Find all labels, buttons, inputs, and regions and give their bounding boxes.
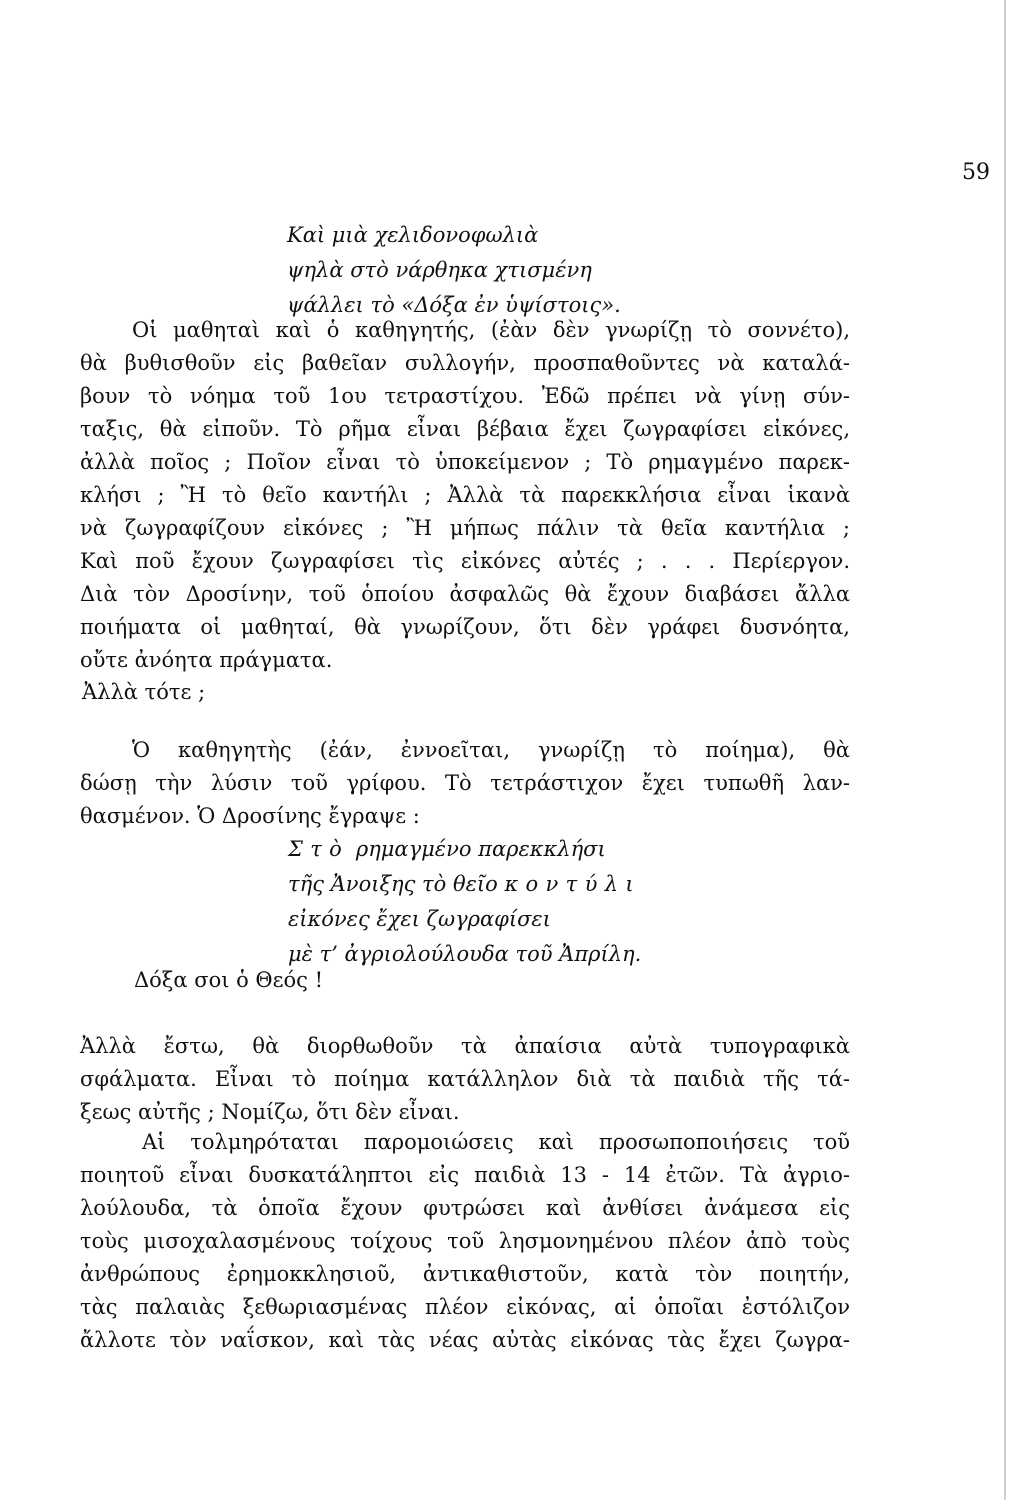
text-line: λούλουδα, τὰ ὁποῖα ἔχουν φυτρώσει καὶ ἀνθίσει ἀνάμεσα εἰς: [80, 1196, 850, 1220]
text-line: ξεως αὐτῆς ; Νομίζω, ὅτι δὲν εἶναι.: [80, 1100, 460, 1124]
verse-line: εἰκόνες ἔχει ζωγραφίσει: [288, 907, 551, 931]
opening-verse: [287, 218, 621, 323]
paragraph-4: [80, 1126, 850, 1357]
text-line: ἄλλοτε τὸν ναΐσκον, καὶ τὰς νέας αὐτὰς εἰκόνας τὰς ἔχει ζωγρα-: [80, 1328, 850, 1352]
verse-spaced-word: Στὸ: [288, 837, 350, 861]
text-line: Οἱ μαθηταὶ καὶ ὁ καθηγητής, (ἐὰν δὲν γνωρίζῃ τὸ σοννέτο),: [132, 318, 850, 342]
verse-line: [288, 832, 641, 867]
exclamation-line: Δόξα σοι ὁ Θεός !: [134, 968, 324, 992]
text-line: ἀνθρώπους ἐρημοκκλησιοῦ, ἀντικαθιστοῦν, κατὰ τὸν ποιητήν,: [80, 1262, 850, 1286]
text-line: βουν τὸ νόημα τοῦ 1ου τετραστίχου. Ἐδῶ πρέπει νὰ γίνῃ σύν-: [80, 384, 850, 408]
page-edge-divider: [1004, 0, 1006, 1500]
question-line: Ἀλλὰ τότε ;: [82, 680, 206, 704]
text-line: ταξις, θὰ εἰποῦν. Τὸ ρῆμα εἶναι βέβαια ἔχει ζωγραφίσει εἰκόνες,: [80, 417, 850, 441]
paragraph-1: [80, 314, 850, 677]
verse-text: ρημαγμένο παρεκκλήσι: [349, 837, 606, 861]
verse-spaced-word: κοντύλι: [504, 872, 641, 896]
text-line: Καὶ ποῦ ἔχουν ζωγραφίσει τὶς εἰκόνες αὐτές ; . . . Περίεργον.: [80, 549, 850, 573]
verse-line: [288, 867, 641, 902]
text-line: σφάλματα. Εἶναι τὸ ποίημα κατάλληλον διὰ τὰ παιδιὰ τῆς τά-: [80, 1067, 850, 1091]
text-line: τοὺς μισοχαλασμένους τοίχους τοῦ λησμονημένου πλέον ἀπὸ τοὺς: [80, 1229, 850, 1253]
paragraph-2: [80, 734, 850, 833]
text-line: νὰ ζωγραφίζουν εἰκόνες ; Ἢ μήπως πάλιν τὰ θεῖα καντήλια ;: [80, 516, 850, 540]
text-line: θασμένον. Ὁ Δροσίνης ἔγραψε :: [80, 804, 420, 828]
text-line: κλήσι ; Ἢ τὸ θεῖο καντήλι ; Ἀλλὰ τὰ παρεκκλήσια εἶναι ἱκανὰ: [80, 483, 850, 507]
text-line: Διὰ τὸν Δροσίνην, τοῦ ὁποίου ἀσφαλῶς θὰ ἔχουν διαβάσει ἄλλα: [80, 582, 850, 606]
verse-line: ψάλλει τὸ «Δόξα ἐν ὑψίστοις».: [287, 293, 621, 317]
page-number: 59: [962, 160, 990, 185]
text-line: ποιήματα οἱ μαθηταί, θὰ γνωρίζουν, ὅτι δὲν γράφει δυσνόητα,: [80, 615, 850, 639]
verse-line: ψηλὰ στὸ νάρθηκα χτισμένη: [287, 258, 592, 282]
text-line: τὰς παλαιὰς ξεθωριασμένας πλέον εἰκόνας, αἱ ὁποῖαι ἐστόλιζον: [80, 1295, 850, 1319]
verse-line: μὲ τ’ ἀγριολούλουδα τοῦ Ἀπρίλη.: [288, 942, 642, 966]
text-line: Ὁ καθηγητὴς (ἐάν, ἐννοεῖται, γνωρίζῃ τὸ ποίημα), θὰ: [132, 738, 850, 762]
text-line: δώσῃ τὴν λύσιν τοῦ γρίφου. Τὸ τετράστιχον ἔχει τυπωθῆ λαν-: [80, 771, 850, 795]
text-line: οὔτε ἀνόητα πράγματα.: [80, 648, 333, 672]
corrected-verse: [288, 832, 641, 972]
text-line: Αἱ τολμηρόταται παρομοιώσεις καὶ προσωποποιήσεις τοῦ: [142, 1130, 850, 1154]
verse-line: Καὶ μιὰ χελιδονοφωλιὰ: [287, 223, 539, 247]
text-line: ποιητοῦ εἶναι δυσκατάληπτοι εἰς παιδιὰ 13 - 14 ἐτῶν. Τὰ ἀγριο-: [80, 1163, 850, 1187]
text-line: θὰ βυθισθοῦν εἰς βαθεῖαν συλλογήν, προσπαθοῦντες νὰ καταλά-: [80, 351, 850, 375]
text-line: Ἀλλὰ ἔστω, θὰ διορθωθοῦν τὰ ἀπαίσια αὐτὰ τυπογραφικὰ: [80, 1034, 850, 1058]
paragraph-3: [80, 1030, 850, 1129]
text-line: ἀλλὰ ποῖος ; Ποῖον εἶναι τὸ ὑποκείμενον ; Τὸ ρημαγμένο παρεκ-: [80, 450, 850, 474]
verse-text: τῆς Ἀνοιξης τὸ θεῖο: [288, 872, 505, 896]
